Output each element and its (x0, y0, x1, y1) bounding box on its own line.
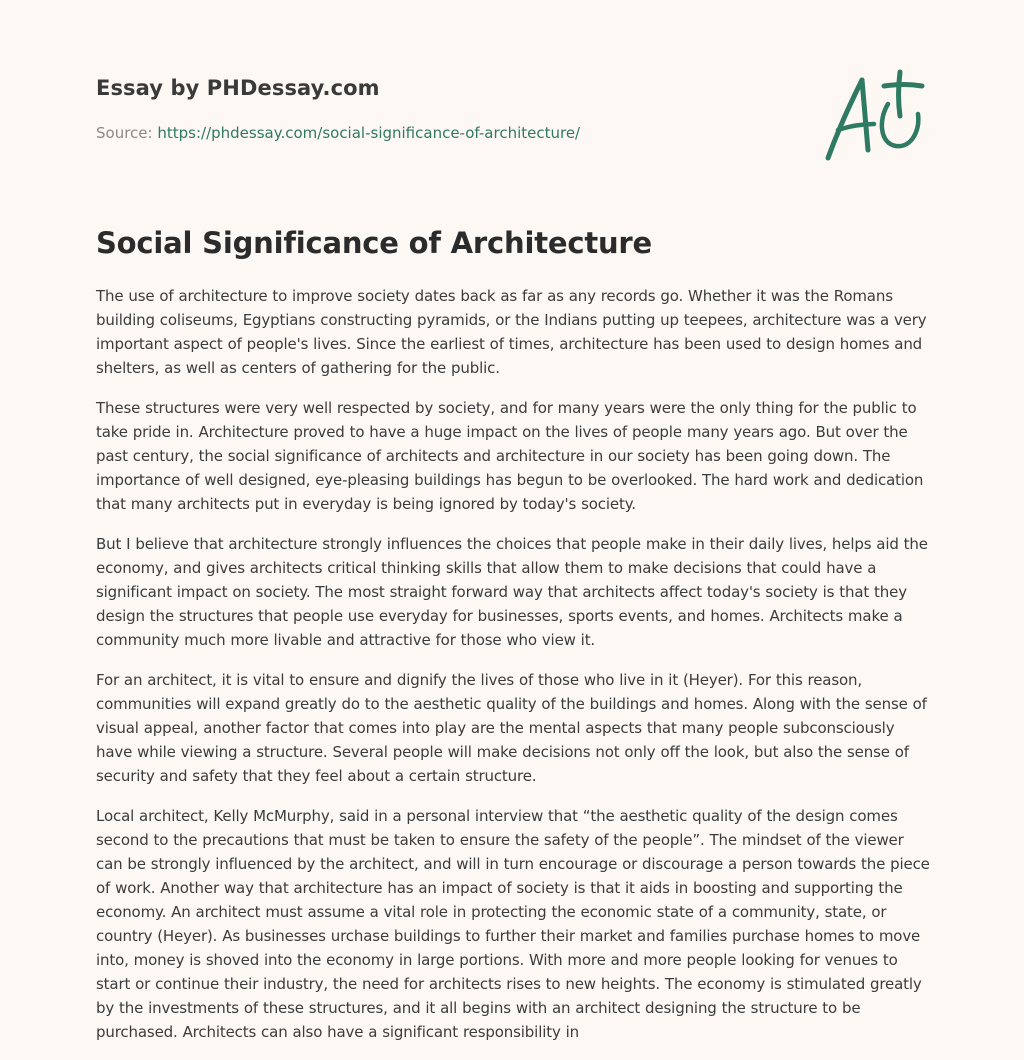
source-link[interactable]: https://phdessay.com/social-significance-of-architecture/ (157, 124, 581, 142)
site-brand[interactable]: Essay by PHDessay.com (96, 76, 380, 100)
essay-paragraph: For an architect, it is vital to ensure and dignify the lives of those who live in it (Heyer). For this reason, communities will expand greatly do to the aesthetic quality of the buildings and homes. Along with the sense of visual appeal, another factor that comes into play are the mental aspects that many people subconsciously have while viewing a structure. Several people will make decisions not only off the look, but also the sense of security and safety that they feel about a certain structure. (96, 671, 927, 785)
source-line (96, 124, 580, 142)
page-title: Social Significance of Architecture (96, 226, 652, 260)
site-header (96, 76, 380, 100)
essay-paragraph: These structures were very well respected by society, and for many years were the only thing for the public to take pride in. Architecture proved to have a huge impact on the lives of people many years ago. But over the past century, the social significance of architects and architecture in our society has been going down. The importance of well designed, eye-pleasing buildings has begun to be overlooked. The hard work and dedication that many architects put in everyday is being ignored by today's society. (96, 399, 924, 513)
source-label: Source: (96, 124, 153, 142)
essay-paragraph: Local architect, Kelly McMurphy, said in a personal interview that “the aesthetic quality of the design comes second to the precautions that must be taken to ensure the safety of the people”. The mindset of the viewer can be strongly influenced by the architect, and will in turn encourage or discourage a person towards the piece of work. Another way that architecture has an impact of society is that it aids in boosting and supporting the economy. An architect must assume a vital role in protecting the economic state of a community, state, or country (Heyer). As businesses urchase buildings to further their market and families purchase homes to move into, money is shoved into the economy in large portions. With more and more people looking for venues to start or continue their industry, the need for architects rises to new heights. The economy is stimulated greatly by the investments of these structures, and it all begins with an architect designing the structure to be purchased. Architects can also have a significant responsibility in (96, 807, 930, 1041)
a-plus-logo-icon (822, 68, 928, 164)
essay-body (96, 284, 934, 1060)
essay-paragraph: The use of architecture to improve society dates back as far as any records go. Whether it was the Romans building coliseums, Egyptians constructing pyramids, or the Indians putting up teepees, architecture was a very important aspect of people's lives. Since the earliest of times, architecture has been used to design homes and shelters, as well as centers of gathering for the public. (96, 287, 927, 377)
essay-paragraph: But I believe that architecture strongly influences the choices that people make in their daily lives, helps aid the economy, and gives architects critical thinking skills that allow them to make decisions that could have a significant impact on society. The most straight forward way that architects affect today's society is that they design the structures that people use everyday for businesses, sports events, and homes. Architects make a community much more livable and attractive for those who view it. (96, 535, 928, 649)
